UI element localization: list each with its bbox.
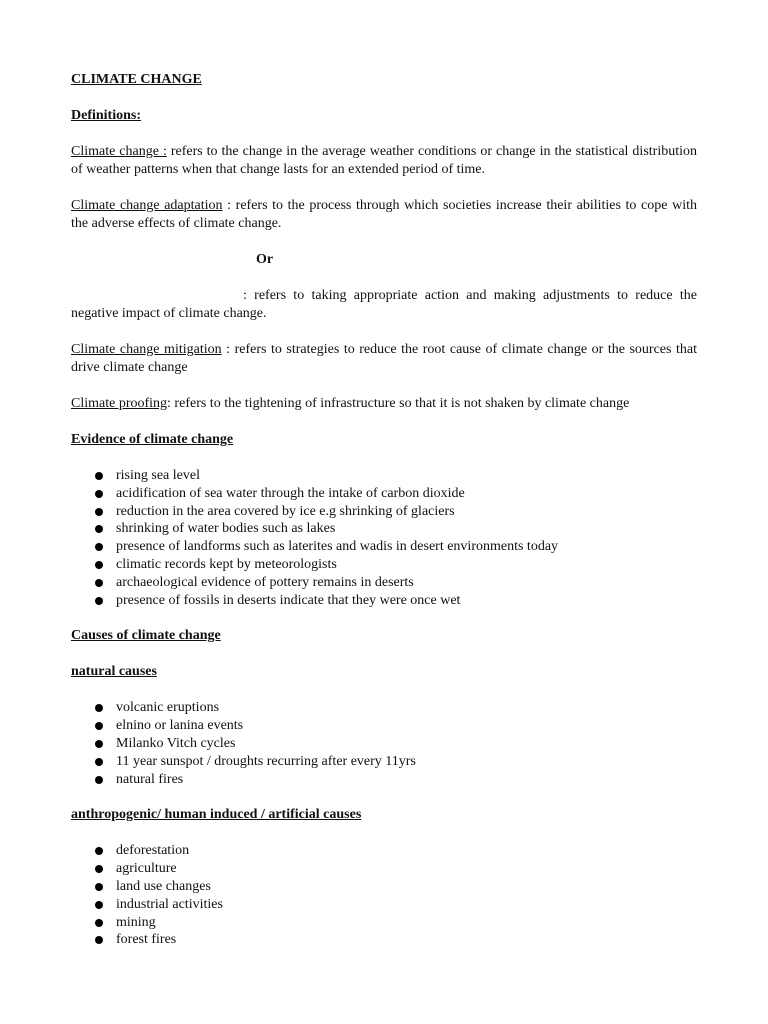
bullet-icon xyxy=(95,865,103,873)
definition-term: Climate change mitigation xyxy=(71,342,222,357)
or-separator: Or xyxy=(256,252,274,267)
definitions-heading: Definitions: xyxy=(71,108,141,123)
bullet-icon xyxy=(95,722,103,730)
list-item: presence of landforms such as laterites and wadis in desert environments today xyxy=(71,538,697,556)
definition-adaptation-alternative xyxy=(71,287,697,323)
definition-climate-change xyxy=(71,143,697,179)
definition-climate-proofing xyxy=(71,395,697,413)
bullet-icon xyxy=(95,543,103,551)
bullet-icon xyxy=(95,472,103,480)
list-item: mining xyxy=(71,914,697,932)
list-item: land use changes xyxy=(71,878,697,896)
bullet-icon xyxy=(95,579,103,587)
list-item: industrial activities xyxy=(71,896,697,914)
definition-text: : refers to the tightening of infrastructure so that it is not shaken by climate change xyxy=(167,396,630,411)
document-page xyxy=(71,71,697,967)
bullet-icon xyxy=(95,847,103,855)
evidence-list xyxy=(71,467,697,609)
natural-causes-heading: natural causes xyxy=(71,664,157,680)
definition-text: refers to the change in the average weather conditions or change in the statistical distribution of weather patterns when that change lasts for an extended period of time. xyxy=(71,144,697,177)
definition-term: Climate proofing xyxy=(71,396,168,411)
list-item: acidification of sea water through the intake of carbon dioxide xyxy=(71,485,697,503)
list-item: shrinking of water bodies such as lakes xyxy=(71,520,697,538)
evidence-heading: Evidence of climate change xyxy=(71,432,234,447)
bullet-icon xyxy=(95,758,103,766)
document-title: CLIMATE CHANGE xyxy=(71,72,202,87)
list-item: agriculture xyxy=(71,860,697,878)
bullet-icon xyxy=(95,901,103,909)
list-item: climatic records kept by meteorologists xyxy=(71,556,697,574)
definition-mitigation xyxy=(71,341,697,377)
natural-causes-list xyxy=(71,699,697,788)
list-item: natural fires xyxy=(71,771,697,789)
list-item: archaeological evidence of pottery remains in deserts xyxy=(71,574,697,592)
bullet-icon xyxy=(95,508,103,516)
definition-term: Climate change adaptation xyxy=(71,198,223,213)
bullet-icon xyxy=(95,490,103,498)
definition-adaptation xyxy=(71,197,697,233)
bullet-icon xyxy=(95,525,103,533)
list-item: 11 year sunspot / droughts recurring after every 11yrs xyxy=(71,753,697,771)
bullet-icon xyxy=(95,597,103,605)
list-item: rising sea level xyxy=(71,467,697,485)
bullet-icon xyxy=(95,883,103,891)
causes-heading: Causes of climate change xyxy=(71,628,221,644)
list-item: forest fires xyxy=(71,931,697,949)
list-item: Milanko Vitch cycles xyxy=(71,735,697,753)
bullet-icon xyxy=(95,776,103,784)
list-item: elnino or lanina events xyxy=(71,717,697,735)
anthropogenic-causes-list xyxy=(71,842,697,949)
bullet-icon xyxy=(95,561,103,569)
list-item: volcanic eruptions xyxy=(71,699,697,717)
bullet-icon xyxy=(95,740,103,748)
definition-text: : refers to taking appropriate action and making adjustments to reduce the negative impact of climate change. xyxy=(71,288,697,321)
bullet-icon xyxy=(95,919,103,927)
definition-text: : refers to the process through which societies increase their abilities to cope with the adverse effects of climate change. xyxy=(71,198,697,231)
definition-term: Climate change : xyxy=(71,144,167,159)
list-item: presence of fossils in deserts indicate that they were once wet xyxy=(71,592,697,610)
anthropogenic-causes-heading: anthropogenic/ human induced / artificial causes xyxy=(71,807,362,823)
list-item: deforestation xyxy=(71,842,697,860)
bullet-icon xyxy=(95,704,103,712)
list-item: reduction in the area covered by ice e.g shrinking of glaciers xyxy=(71,503,697,521)
bullet-icon xyxy=(95,936,103,944)
definition-text: : refers to strategies to reduce the root cause of climate change or the sources that drive climate change xyxy=(71,342,697,375)
